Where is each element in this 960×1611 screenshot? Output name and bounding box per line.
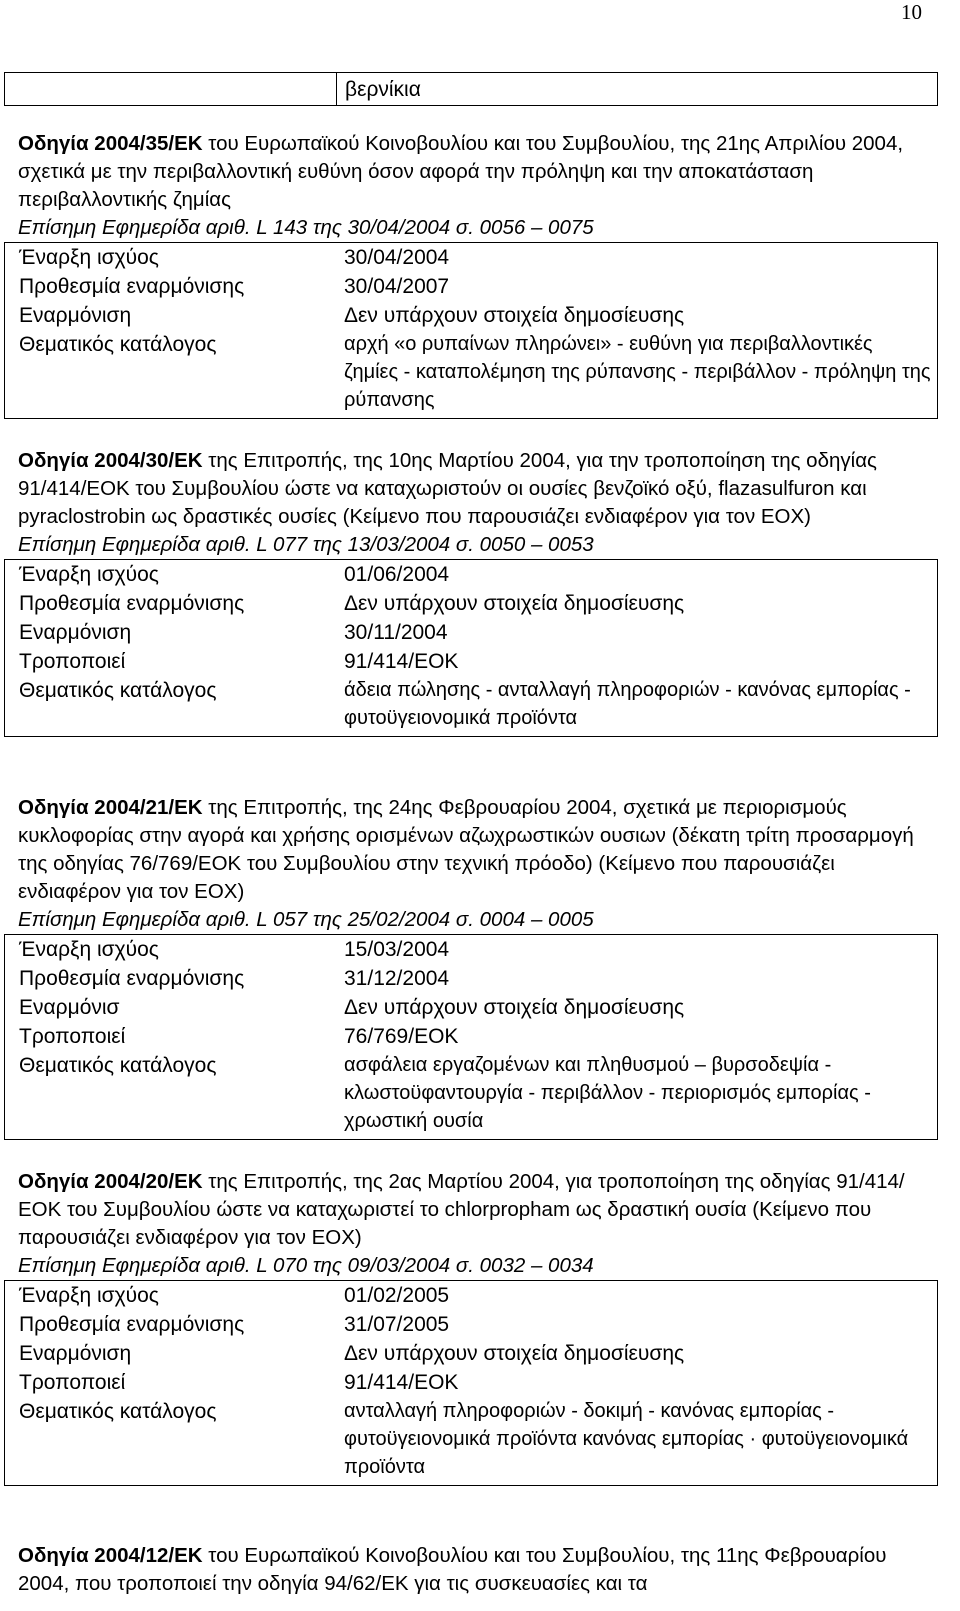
row-key: Έναρξη ισχύος xyxy=(19,246,159,269)
row-key: Προθεσμία εναρμόνισης xyxy=(19,967,245,990)
table-row xyxy=(5,618,938,647)
directive-entry xyxy=(4,794,938,1140)
table-row xyxy=(5,589,938,618)
row-key: Εναρμόνιση xyxy=(19,1342,132,1365)
directive-id: Οδηγία 2004/21/ΕΚ xyxy=(18,796,203,819)
row-key: Τροποποιεί xyxy=(19,650,126,673)
table-row xyxy=(5,993,938,1022)
row-key: Εναρμόνιση xyxy=(19,621,132,644)
row-value: Δεν υπάρχουν στοιχεία δημοσίευσης xyxy=(344,1342,685,1365)
row-value: αρχή «ο ρυπαίνων πληρώνει» - ευθύνη για περιβαλλοντικές ζημίες - καταπολέμηση της ρύπανσης - περιβάλλον - πρόληψη της ρύπανσης xyxy=(344,333,931,411)
row-value: 30/11/2004 xyxy=(344,621,448,644)
row-value: 30/04/2007 xyxy=(344,275,450,298)
directive-id: Οδηγία 2004/30/ΕΚ xyxy=(18,449,203,472)
directive-title xyxy=(18,130,938,214)
directive-entry xyxy=(4,130,938,419)
row-key: Θεματικός κατάλογος xyxy=(19,333,217,356)
row-key: Έναρξη ισχύος xyxy=(19,938,159,961)
row-value: 01/02/2005 xyxy=(344,1284,450,1307)
directive-description: της Επιτροπής, της 10ης Μαρτίου 2004, για την τροποποίηση της οδηγίας 91/414/ΕΟΚ του Συμβουλίου ώστε να καταχωριστούν οι ουσίες βενζοϊκό οξύ, flazasulfuron και pyraclostrobin ως δραστικές ουσίες (Κείμενο που παρουσιάζει ενδιαφέρον για τον ΕΟΧ) xyxy=(18,449,877,528)
row-value: άδεια πώλησης - ανταλλαγή πληροφοριών - κανόνας εμπορίας - φυτοϋγειονομικά προϊόντα xyxy=(344,679,911,729)
row-key: Προθεσμία εναρμόνισης xyxy=(19,592,245,615)
table-row xyxy=(5,1397,938,1486)
table-row xyxy=(5,676,938,737)
row-value: 31/12/2004 xyxy=(344,967,450,990)
journal-reference: Επίσημη Εφημερίδα αριθ. L 070 της 09/03/2004 σ. 0032 – 0034 xyxy=(18,1254,594,1277)
directive-id: Οδηγία 2004/20/ΕΚ xyxy=(18,1170,203,1193)
row-key: Έναρξη ισχύος xyxy=(19,1284,159,1307)
row-value: Δεν υπάρχουν στοιχεία δημοσίευσης xyxy=(344,304,685,327)
row-key: Εναρμόνισ xyxy=(19,996,120,1019)
directive-title xyxy=(18,1168,938,1252)
table-row xyxy=(5,1281,938,1311)
row-value: 01/06/2004 xyxy=(344,563,450,586)
directive-entry xyxy=(4,1542,938,1598)
row-key: Τροποποιεί xyxy=(19,1371,126,1394)
table-row xyxy=(5,647,938,676)
directive-description: της Επιτροπής, της 24ης Φεβρουαρίου 2004, σχετικά με περιορισμούς κυκλοφορίας στην αγορά και χρήσης ορισμένων αζωχρωστικών ουσιων (δέκατη τρίτη προσαρμογή της οδηγίας 76/769/ΕΟΚ του Συμβουλίου στην τεχνική πρόοδο) (Κείμενο που παρουσιάζει ενδιαφέρον για τον ΕΟΧ) xyxy=(18,796,914,903)
directive-entry xyxy=(4,1168,938,1486)
row-value: 30/04/2004 xyxy=(344,246,450,269)
table-row xyxy=(5,1022,938,1051)
directive-entry xyxy=(4,447,938,737)
row-key: Έναρξη ισχύος xyxy=(19,563,159,586)
table-row xyxy=(5,272,938,301)
table-row xyxy=(5,1368,938,1397)
directive-info-table xyxy=(4,1280,938,1486)
row-value: Δεν υπάρχουν στοιχεία δημοσίευσης xyxy=(344,996,685,1019)
journal-reference: Επίσημη Εφημερίδα αριθ. L 077 της 13/03/2004 σ. 0050 – 0053 xyxy=(18,533,594,556)
row-value: ασφάλεια εργαζομένων και πληθυσμού – βυρσοδεψία - κλωστοϋφαντουργία - περιβάλλον - περιορισμός εμπορίας - χρωστική ουσία xyxy=(344,1054,871,1132)
row-value: 91/414/ΕΟΚ xyxy=(344,650,459,673)
table-row xyxy=(5,1051,938,1140)
row-value: 76/769/ΕΟΚ xyxy=(344,1025,459,1048)
row-key: Εναρμόνιση xyxy=(19,304,132,327)
table-row xyxy=(5,1339,938,1368)
row-key: Θεματικός κατάλογος xyxy=(19,1054,217,1077)
journal-reference: Επίσημη Εφημερίδα αριθ. L 143 της 30/04/2004 σ. 0056 – 0075 xyxy=(18,216,594,239)
row-key: Προθεσμία εναρμόνισης xyxy=(19,1313,245,1336)
journal-reference: Επίσημη Εφημερίδα αριθ. L 057 της 25/02/2004 σ. 0004 – 0005 xyxy=(18,908,594,931)
row-key: Θεματικός κατάλογος xyxy=(19,1400,217,1423)
table-row xyxy=(5,935,938,965)
directive-info-table xyxy=(4,934,938,1140)
directive-id: Οδηγία 2004/35/ΕΚ xyxy=(18,132,203,155)
table-row xyxy=(5,964,938,993)
page-number: 10 xyxy=(901,0,922,24)
table-row xyxy=(5,243,938,273)
empty-cell xyxy=(5,73,337,105)
directive-description: της Επιτροπής, της 2ας Μαρτίου 2004, για τροποποίηση της οδηγίας 91/414/ΕΟΚ του Συμβουλίου ώστε να καταχωριστεί το chlorpropham ως δραστική ουσία (Κείμενο που παρουσιάζει ενδιαφέρον για τον ΕΟΧ) xyxy=(18,1170,905,1249)
row-key: Προθεσμία εναρμόνισης xyxy=(19,275,245,298)
directive-info-table xyxy=(4,242,938,419)
row-key: Θεματικός κατάλογος xyxy=(19,679,217,702)
continuation-cell: βερνίκια xyxy=(345,78,421,101)
directive-title xyxy=(18,794,938,906)
directive-description: του Ευρωπαϊκού Κοινοβουλίου και του Συμβουλίου, της 11ης Φεβρουαρίου 2004, που τροποποιεί την οδηγία 94/62/ΕΚ για τις συσκευασίες και τα xyxy=(18,1544,887,1595)
table-row xyxy=(5,560,938,590)
continuation-table xyxy=(4,72,938,106)
row-value: 91/414/ΕΟΚ xyxy=(344,1371,459,1394)
directive-id: Οδηγία 2004/12/ΕΚ xyxy=(18,1544,203,1567)
directive-description: του Ευρωπαϊκού Κοινοβουλίου και του Συμβουλίου, της 21ης Απριλίου 2004, σχετικά με την περιβαλλοντική ευθύνη όσον αφορά την πρόληψη και την αποκατάσταση περιβαλλοντικής ζημίας xyxy=(18,132,904,211)
directive-title xyxy=(18,1542,938,1598)
row-value: 15/03/2004 xyxy=(344,938,450,961)
table-row xyxy=(5,330,938,419)
row-value: ανταλλαγή πληροφοριών - δοκιμή - κανόνας εμπορίας - φυτοϋγειονομικά προϊόντα κανόνας εμπορίας · φυτοϋγειονομικά προϊόντα xyxy=(344,1400,909,1478)
table-row xyxy=(5,301,938,330)
row-value: Δεν υπάρχουν στοιχεία δημοσίευσης xyxy=(344,592,685,615)
directive-info-table xyxy=(4,559,938,737)
row-key: Τροποποιεί xyxy=(19,1025,126,1048)
table-row xyxy=(5,1310,938,1339)
row-value: 31/07/2005 xyxy=(344,1313,450,1336)
directive-title xyxy=(18,447,938,531)
